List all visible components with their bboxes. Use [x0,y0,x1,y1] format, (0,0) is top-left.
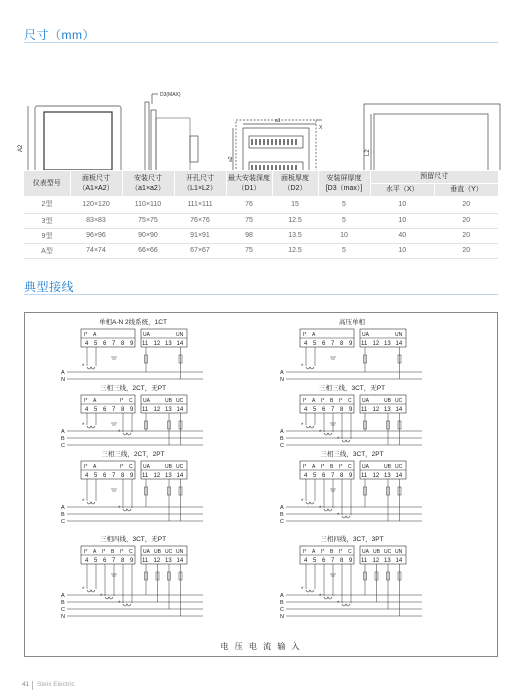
terminal-number: 11 [142,407,149,413]
terminal-number: 14 [395,407,403,413]
terminal-number: 4 [85,558,89,564]
terminal-number: 6 [322,341,326,347]
header-screen-thickness: 安装屏厚度 [D3（max）] [318,171,370,196]
polarity-mark: * [319,594,322,600]
terminal-number: 6 [103,473,107,479]
voltage-label: UB [165,464,172,470]
terminal-number: 4 [85,407,89,413]
phase-label: B [61,600,65,606]
current-label: A [312,464,316,470]
terminal-number: 11 [142,558,149,564]
voltage-label: UB [384,464,391,470]
phase-label: N [61,377,65,383]
terminal-number: 8 [340,473,344,479]
phase-label: B [61,512,65,518]
terminal-number: 13 [384,341,391,347]
terminal-number: 7 [112,407,116,413]
section-title-dimensions: 尺寸（mm） [24,28,95,42]
terminal-number: 8 [340,341,344,347]
polarity-mark: * [82,587,85,593]
current-label: I* [84,332,88,338]
header-max-depth: 最大安装深度 （D1） [226,171,272,196]
header-install-size: 安装尺寸 （a1×a2） [122,171,174,196]
terminal-number: 4 [304,558,308,564]
header-reserve-y: 垂直（Y） [434,184,498,197]
polarity-mark: * [337,437,340,443]
phase-label: A [61,370,65,376]
phase-label: A [280,593,284,599]
ct-coil [123,509,131,511]
diagram-title: 三相三线，3CT，2PT [320,451,384,458]
terminal-number: 11 [142,473,149,479]
current-label: I* [120,549,124,555]
current-label: C [348,549,352,555]
diagram-title: 三相三线，3CT，无PT [318,385,386,392]
terminal-number: 5 [94,473,98,479]
terminal-number: 7 [112,558,116,564]
current-label: A [93,549,97,555]
voltage-label: UA [143,549,150,555]
current-label: A [312,398,316,404]
table-row: 3型 83×83 75×75 76×76 75 12.5 5 10 20 [24,213,498,228]
terminal-number: 13 [384,407,391,413]
wiring-diagram [61,317,203,383]
ct-coil [123,433,131,435]
side-mount-bracket [151,110,156,170]
wiring-caption: 电 压 电 流 输 入 [220,642,302,651]
wiring-diagram [280,534,422,620]
voltage-label: UN [395,549,403,555]
terminal-number: 14 [176,473,184,479]
phase-label: C [61,443,65,449]
terminal-number: 6 [103,341,107,347]
terminal-number: 12 [153,407,161,413]
header-reserve-x: 水平（X） [370,184,434,197]
polarity-mark: * [301,364,304,370]
terminal-number: 13 [165,473,172,479]
diagram-title: 三相三线，2CT，无PT [99,385,167,392]
polarity-mark: * [100,594,103,600]
voltage-label: UA [362,332,369,338]
polarity-mark: * [82,499,85,505]
terminal-number: 9 [130,473,134,479]
voltage-label: UA [362,398,369,404]
current-label: C [348,398,352,404]
terminal-number: 14 [176,558,184,564]
terminal-number: 13 [165,341,172,347]
diagram-title: 三相四线，3CT，3PT [320,536,384,543]
voltage-label: UB [154,549,161,555]
phase-label: C [280,519,284,525]
current-label: I* [84,398,88,404]
terminal-number: 13 [165,407,172,413]
terminal-number: 12 [372,407,380,413]
phase-label: N [61,614,65,620]
terminal-number: 11 [361,341,368,347]
phase-label: A [61,429,65,435]
terminal-number: 6 [322,473,326,479]
terminal-number: 5 [313,341,317,347]
polarity-mark: * [337,513,340,519]
current-label: I* [102,549,106,555]
terminal-number: 5 [94,341,98,347]
voltage-label: UB [165,398,172,404]
polarity-mark: * [337,601,340,607]
label-x: X [319,125,323,131]
voltage-label: UC [395,464,403,470]
voltage-label: UB [373,549,380,555]
label-a2: A2 [18,144,24,152]
current-label: A [93,332,97,338]
polarity-mark: * [319,506,322,512]
terminal-number: 12 [372,473,380,479]
phase-label: B [280,436,284,442]
voltage-label: UA [362,464,369,470]
current-label: C [129,464,133,470]
page-number: 41 [22,681,30,688]
terminal-number: 7 [112,473,116,479]
terminal-number: 14 [395,341,403,347]
current-label: I* [84,464,88,470]
current-label: B [330,549,334,555]
terminal-number: 9 [349,473,353,479]
ct-coil [87,502,95,504]
terminal-number: 9 [349,341,353,347]
wiring-diagram [61,383,203,449]
phase-label: A [280,505,284,511]
wiring-diagram [61,449,203,525]
cutout-hole [374,114,488,170]
phase-label: C [61,519,65,525]
ct-coil [87,367,95,369]
ct-coil [306,367,314,369]
section-title-wiring: 典型接线 [24,280,75,294]
ct-coil [324,433,332,435]
table-row: 9型 96×96 90×90 91×91 98 13.5 10 40 20 [24,228,498,243]
diagram-title: 单相A-N 2线系统，1CT [99,319,167,326]
terminal-number: 13 [384,473,391,479]
terminal-number: 7 [331,473,335,479]
ct-coil [324,597,332,599]
phase-label: C [61,607,65,613]
current-label: B [111,549,115,555]
terminal-number: 9 [130,558,134,564]
terminal-number: 4 [85,473,89,479]
footer-divider [32,681,33,690]
current-label: I* [120,464,124,470]
phase-label: A [280,429,284,435]
side-panel-face [145,102,149,170]
current-label: I* [303,464,307,470]
voltage-label: UC [165,549,173,555]
current-label: I* [303,549,307,555]
current-label: I* [339,398,343,404]
terminal-number: 8 [340,558,344,564]
terminal-number: 8 [121,473,125,479]
ct-coil [342,440,350,442]
terminal-number: 12 [153,341,161,347]
wiring-diagram [280,317,422,383]
current-label: I* [120,398,124,404]
wiring-diagram [61,534,203,620]
current-label: I* [84,549,88,555]
polarity-mark: * [301,499,304,505]
current-label: B [330,464,334,470]
ct-coil [342,604,350,606]
terminal-number: 9 [349,407,353,413]
voltage-label: UN [176,549,184,555]
voltage-label: UA [143,332,150,338]
label-d3max: D3(MAX) [160,92,181,98]
terminal-number: 8 [340,407,344,413]
ct-coil [342,516,350,518]
label-a1-small: a1 [275,118,281,124]
voltage-label: UA [143,464,150,470]
current-label: A [93,464,97,470]
current-label: C [348,464,352,470]
terminal-number: 7 [331,341,335,347]
terminal-number: 5 [313,558,317,564]
terminal-number: 12 [153,558,161,564]
terminal-number: 14 [176,341,184,347]
dimension-drawings [0,44,520,170]
terminal-number: 12 [372,341,380,347]
terminal-number: 4 [304,341,308,347]
terminal-number: 8 [121,407,125,413]
terminal-number: 7 [331,558,335,564]
ct-coil [105,597,113,599]
footer-brand: Steix Electric [37,681,75,688]
phase-label: A [61,505,65,511]
phase-label: B [280,512,284,518]
phase-label: C [280,443,284,449]
current-label: C [129,398,133,404]
phase-label: N [280,614,284,620]
current-label: A [312,549,316,555]
polarity-mark: * [118,601,121,607]
terminal-number: 6 [103,558,107,564]
terminal-number: 4 [85,341,89,347]
label-a2-small: a2 [228,156,234,162]
diagram-title: 三相四线，3CT，无PT [99,536,167,543]
header-panel-size: 面板尺寸 （A1×A2） [70,171,122,196]
ct-coil [306,426,314,428]
voltage-label: UN [395,332,403,338]
terminal-number: 11 [361,407,368,413]
voltage-label: UC [395,398,403,404]
header-reserve: 预留尺寸 [370,171,498,184]
voltage-label: UC [176,398,184,404]
current-label: A [93,398,97,404]
terminal-number: 5 [94,558,98,564]
header-panel-thickness: 面板厚度 （D2） [272,171,318,196]
current-label: I* [321,398,325,404]
ct-coil [306,590,314,592]
phase-label: B [61,436,65,442]
voltage-label: UA [362,549,369,555]
polarity-mark: * [82,423,85,429]
table-row: A型 74×74 66×66 67×67 75 12.5 5 10 20 [24,243,498,258]
side-body [156,118,190,170]
current-label: I* [321,549,325,555]
current-label: I* [339,464,343,470]
current-label: B [330,398,334,404]
terminal-number: 14 [395,558,403,564]
back-terminal-pins [251,139,297,170]
phase-label: C [280,607,284,613]
voltage-label: UC [384,549,392,555]
table-row: 2型 120×120 110×110 111×111 76 15 5 10 20 [24,196,498,213]
back-body-outline [243,128,309,170]
header-cutout-size: 开孔尺寸 （L1×L2） [174,171,226,196]
phase-label: A [280,370,284,376]
wiring-diagram [280,449,422,525]
terminal-number: 5 [313,407,317,413]
front-panel-screen [44,112,112,170]
ct-coil [306,502,314,504]
ct-coil [87,590,95,592]
ct-coil [123,604,131,606]
terminal-number: 9 [130,407,134,413]
terminal-number: 8 [121,558,125,564]
polarity-mark: * [301,587,304,593]
terminal-number: 6 [322,407,326,413]
terminal-number: 7 [112,341,116,347]
terminal-number: 11 [361,473,368,479]
terminal-number: 5 [313,473,317,479]
polarity-mark: * [82,364,85,370]
polarity-mark: * [301,423,304,429]
terminal-number: 5 [94,407,98,413]
polarity-mark: * [118,506,121,512]
terminal-number: 13 [384,558,391,564]
header-model: 仪表型号 [24,171,70,196]
current-label: I* [339,549,343,555]
side-connector [190,136,198,162]
polarity-mark: * [319,430,322,436]
terminal-number: 9 [130,341,134,347]
current-label: I* [303,398,307,404]
voltage-label: UA [143,398,150,404]
dimensions-table [24,171,498,259]
wiring-diagram [280,383,422,449]
front-panel-outline [35,106,121,170]
voltage-label: UN [176,332,184,338]
section-divider [24,294,498,295]
terminal-number: 4 [304,473,308,479]
ct-coil [324,509,332,511]
terminal-number: 4 [304,407,308,413]
label-l2: L2 [365,149,371,156]
voltage-label: UC [176,464,184,470]
wiring-diagrams [25,313,497,656]
phase-label: B [280,600,284,606]
wiring-diagram-box [24,312,498,657]
current-label: I* [321,464,325,470]
terminal-number: 14 [395,473,403,479]
terminal-number: 13 [165,558,172,564]
terminal-number: 14 [176,407,184,413]
ct-coil [87,426,95,428]
phase-label: N [280,377,284,383]
current-label: C [129,549,133,555]
terminal-number: 9 [349,558,353,564]
terminal-number: 12 [153,473,161,479]
terminal-number: 11 [361,558,368,564]
current-label: I* [303,332,307,338]
current-label: A [312,332,316,338]
diagram-title: 三相三线，2CT，2PT [101,451,165,458]
polarity-mark: * [118,430,121,436]
terminal-number: 7 [331,407,335,413]
section-divider [24,42,498,43]
terminal-number: 6 [103,407,107,413]
terminal-number: 12 [372,558,380,564]
terminal-number: 11 [142,341,149,347]
diagram-title: 高压单相 [339,319,365,326]
phase-label: A [61,593,65,599]
terminal-number: 6 [322,558,326,564]
voltage-label: UB [384,398,391,404]
terminal-number: 8 [121,341,125,347]
